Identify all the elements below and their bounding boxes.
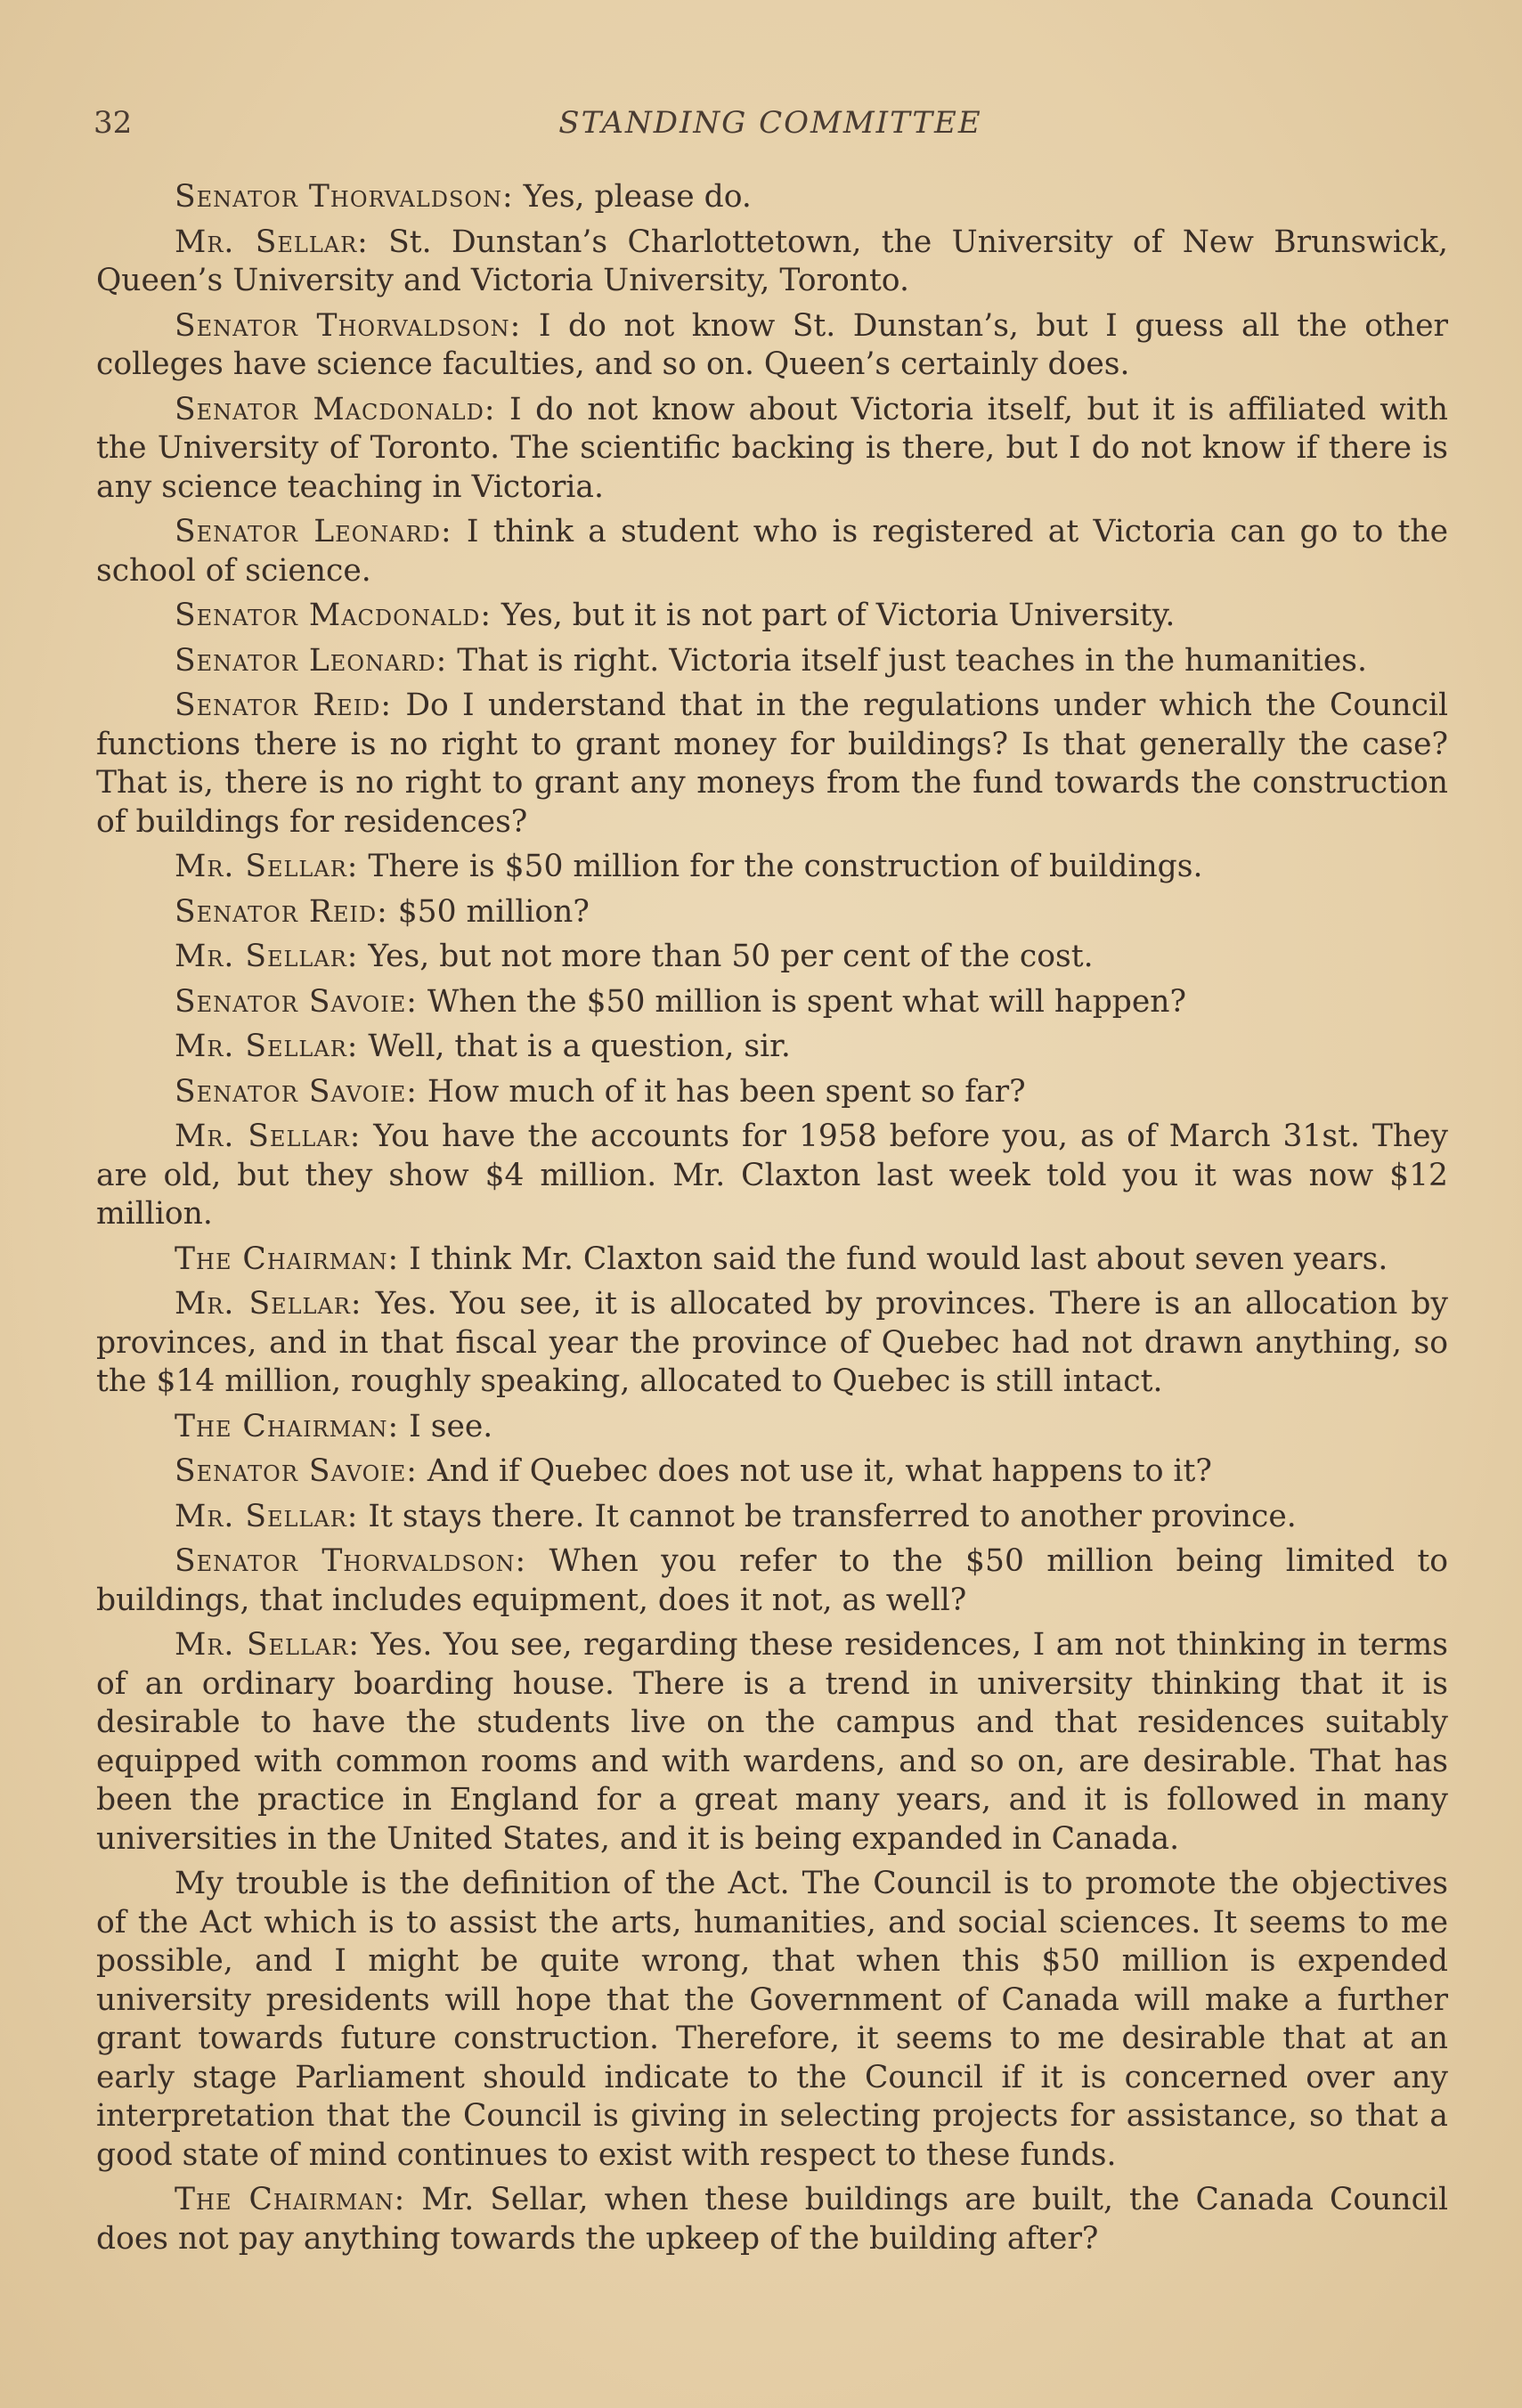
speaker-name: Senator Thorvaldson: [175, 179, 514, 215]
paragraph-text: Yes, but not more than 50 per cent of the cost. [358, 939, 1094, 974]
speaker-name: Mr. Sellar: [175, 1498, 359, 1534]
running-head: STANDING COMMITTEE [558, 105, 982, 141]
speaker-name: Senator Savoie: [175, 983, 418, 1020]
paragraph-text: You have the accounts for 1958 before you, as of March 31st. They are old, but they show $4 million. Mr. Claxton last week told you it was now $12 million. [96, 1119, 1448, 1232]
speaker-name: Mr. Sellar: [175, 1627, 360, 1663]
page-number: 32 [94, 105, 133, 141]
paragraph-text: When the $50 million is spent what will happen? [417, 983, 1187, 1020]
paragraph-text: Yes, but it is not part of Victoria University. [491, 598, 1176, 633]
paragraph-text: St. Dunstan’s Charlottetown, the University of New Brunswick, Queen’s University and Victoria University, Toronto. [96, 224, 1448, 298]
paragraph-text: That is right. Victoria itself just teaches in the humanities. [447, 642, 1367, 679]
transcript-paragraph [96, 687, 1448, 842]
speaker-name: Mr. Sellar: [175, 224, 369, 260]
paragraph-text: I think a student who is registered at Victoria can go to the school of science. [96, 514, 1448, 589]
transcript-paragraph [96, 1865, 1448, 2175]
page-header [94, 105, 1447, 148]
speaker-name: Mr. Sellar: [175, 1029, 359, 1064]
transcript-paragraph [96, 848, 1448, 887]
transcript-paragraph [96, 1452, 1448, 1492]
speaker-name: Senator Thorvaldson: [175, 1543, 527, 1579]
speaker-name: Mr. Sellar: [175, 1286, 362, 1322]
transcript-paragraph [96, 938, 1448, 977]
transcript-paragraph [96, 1241, 1448, 1280]
transcript-paragraph [96, 224, 1448, 301]
transcript-paragraph [96, 893, 1448, 932]
paragraph-text: Mr. Sellar, when these buildings are built, the Canada Council does not pay anything towards the upkeep of the building after? [96, 2182, 1448, 2257]
transcript-body [96, 178, 1448, 2265]
speaker-name: The Chairman: [175, 2182, 406, 2217]
speaker-name: Senator Savoie: [175, 1073, 418, 1110]
speaker-name: Mr. Sellar: [175, 1119, 362, 1154]
transcript-paragraph [96, 178, 1448, 217]
transcript-paragraph [96, 983, 1448, 1022]
transcript-paragraph [96, 1073, 1448, 1112]
transcript-paragraph [96, 1118, 1448, 1234]
paragraph-text: When you refer to the $50 million being limited to buildings, that includes equipment, does it not, as well? [96, 1543, 1449, 1618]
paragraph-text: My trouble is the definition of the Act. The Council is to promote the objectives of the Act which is to assist the arts, humanities, and social sciences. It seems to me possible, and I might be quite wrong, that when this $50 million is expended university presidents will hope that the Government of Canada will make a further grant towards future construction. Therefore, it seems to me desirable that at an early stage Parliament should indicate to the Council if it is concerned over any interpretation that the Council is giving in selecting projects for assistance, so that a good state of mind continues to exist with respect to these funds. [96, 1866, 1448, 2173]
transcript-paragraph [96, 1626, 1448, 1859]
speaker-name: Senator Macdonald: [175, 598, 492, 633]
transcript-paragraph [96, 1542, 1448, 1620]
paragraph-text: It stays there. It cannot be transferred to another province. [358, 1498, 1297, 1534]
transcript-paragraph [96, 2181, 1448, 2258]
speaker-name: Senator Leonard: [175, 642, 448, 679]
transcript-paragraph [96, 513, 1448, 590]
paragraph-text: Yes. You see, it is allocated by provinces. There is an allocation by provinces, and in that fiscal year the province of Quebec had not drawn anything, so the $14 million, roughly speaking, allocated to Quebec is still intact. [96, 1286, 1448, 1399]
speaker-name: Senator Reid: [175, 687, 393, 723]
paragraph-text: I see. [399, 1408, 493, 1444]
speaker-name: Senator Reid: [175, 893, 388, 930]
transcript-paragraph [96, 1408, 1448, 1447]
paragraph-text: And if Quebec does not use it, what happens to it? [417, 1453, 1212, 1489]
paragraph-text: $50 million? [387, 893, 590, 930]
transcript-paragraph [96, 642, 1448, 681]
paragraph-text: Yes. You see, regarding these residences, I am not thinking in terms of an ordinary boarding house. There is a trend in university thinking that it is desirable to have the students live on the campus and that residences suitably equipped with common rooms and with wardens, and so on, are desirable. That has been the practice in England for a great many years, and it is followed in many universities in the United States, and it is being expanded in Canada. [96, 1627, 1448, 1857]
transcript-paragraph [96, 1028, 1448, 1067]
speaker-name: Senator Macdonald: [175, 391, 496, 427]
speaker-name: Senator Leonard: [175, 514, 452, 549]
paragraph-text: How much of it has been spent so far? [417, 1073, 1026, 1110]
transcript-paragraph [96, 597, 1448, 636]
speaker-name: Senator Thorvaldson: [175, 307, 522, 344]
speaker-name: The Chairman: [175, 1241, 400, 1277]
transcript-paragraph [96, 391, 1448, 508]
transcript-paragraph [96, 1285, 1448, 1402]
paragraph-text: I think Mr. Claxton said the fund would last about seven years. [399, 1241, 1388, 1277]
speaker-name: Mr. Sellar: [175, 939, 359, 974]
paragraph-text: Do I understand that in the regulations under which the Council functions there is no right to grant money for buildings? Is that generally the case? That is, there is no right to grant any moneys from the fund towards the construction of buildings for residences? [96, 687, 1448, 840]
speaker-name: Mr. Sellar: [175, 849, 359, 884]
speaker-name: Senator Savoie: [175, 1453, 418, 1489]
transcript-paragraph [96, 307, 1448, 385]
paragraph-text: I do not know about Victoria itself, but it is affiliated with the University of Toronto. The scientific backing is there, but I do not know if there is any science teaching in Victoria. [96, 391, 1448, 505]
paragraph-text: There is $50 million for the construction of buildings. [358, 849, 1203, 884]
paragraph-text: Well, that is a question, sir. [358, 1029, 791, 1064]
transcript-paragraph [96, 1498, 1448, 1537]
paragraph-text: Yes, please do. [513, 179, 752, 215]
speaker-name: The Chairman: [175, 1408, 400, 1444]
paragraph-text: I do not know St. Dunstan’s, but I guess all the other colleges have science faculties, and so on. Queen’s certainly does. [96, 307, 1448, 382]
